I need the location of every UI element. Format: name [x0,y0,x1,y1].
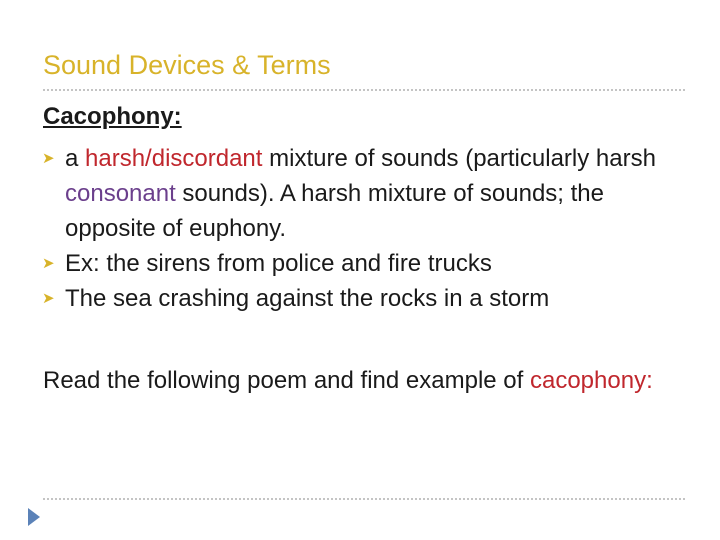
highlight-consonant: consonant [65,180,176,207]
term-heading: Cacophony: [43,103,182,130]
feather-bullet-icon: ➤ [42,150,55,167]
feather-bullet-icon: ➤ [42,255,55,272]
footer-divider [43,498,685,500]
highlight-cacophony: cacophony: [529,367,653,394]
slide-title: Sound Devices & Terms [43,50,331,80]
title-divider [43,89,685,91]
feather-bullet-icon: ➤ [42,290,55,307]
definition-list [43,141,683,316]
highlight-harsh: harsh/discordant [85,145,263,172]
list-item: ➤ The sea crashing against the rocks in a storm [43,281,683,316]
next-slide-arrow-icon[interactable] [28,508,40,526]
poem-prompt: Read the following poem and find example of cacophony: [43,367,653,394]
list-item: ➤ a harsh/discordant mixture of sounds (particularly harsh consonant sounds). A harsh mixture of sounds; the opposite of euphony. [43,141,683,246]
list-item: ➤ Ex: the sirens from police and fire trucks [43,246,683,281]
